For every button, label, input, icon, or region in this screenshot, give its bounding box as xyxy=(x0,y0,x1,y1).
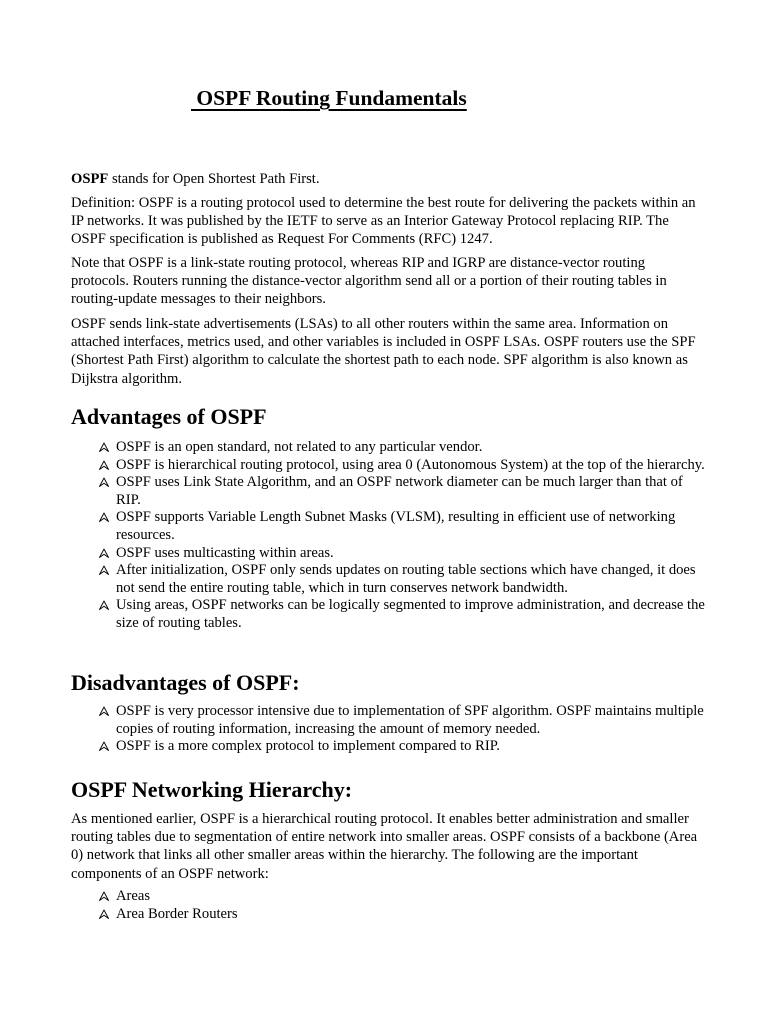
arrowhead-bullet-icon xyxy=(99,706,109,716)
arrowhead-bullet-icon xyxy=(99,600,109,610)
arrowhead-bullet-icon xyxy=(99,565,109,575)
arrowhead-bullet-icon xyxy=(99,477,109,487)
advantage-text: OSPF uses multicasting within areas. xyxy=(116,544,334,561)
list-item xyxy=(99,703,705,738)
list-item xyxy=(99,509,705,544)
list-item xyxy=(99,562,705,597)
list-item xyxy=(99,474,705,509)
component-text: Area Border Routers xyxy=(116,905,238,922)
intro-text: stands for Open Shortest Path First. xyxy=(108,171,320,187)
list-item xyxy=(99,906,705,924)
list-item xyxy=(99,888,705,906)
advantage-text: OSPF uses Link State Algorithm, and an OSPF network diameter can be much larger than that of RIP. xyxy=(116,474,683,508)
advantage-text: OSPF is hierarchical routing protocol, using area 0 (Autonomous System) at the top of the hierarchy. xyxy=(116,456,705,473)
list-item xyxy=(99,439,705,457)
disadvantage-text: OSPF is very processor intensive due to implementation of SPF algorithm. OSPF maintains multiple copies of routing information, increasing the amount of memory needed. xyxy=(116,703,704,737)
advantages-heading: Advantages of OSPF xyxy=(71,404,267,429)
arrowhead-bullet-icon xyxy=(99,741,109,751)
advantages-list xyxy=(99,439,705,633)
disadvantages-heading: Disadvantages of OSPF: xyxy=(71,670,300,695)
advantage-text: After initialization, OSPF only sends updates on routing table sections which have changed, it does not send the entire routing table, which in turn conserves network bandwidth. xyxy=(116,562,696,596)
arrowhead-bullet-icon xyxy=(99,909,109,919)
disadvantage-text: OSPF is a more complex protocol to implement compared to RIP. xyxy=(116,738,500,755)
intro-paragraph xyxy=(71,170,699,188)
components-list xyxy=(99,888,705,923)
component-text: Areas xyxy=(116,888,151,904)
list-item xyxy=(99,738,705,756)
arrowhead-bullet-icon xyxy=(99,442,109,452)
arrowhead-bullet-icon xyxy=(99,512,109,522)
arrowhead-bullet-icon xyxy=(99,460,109,470)
list-item xyxy=(99,545,705,563)
intro-term: OSPF xyxy=(71,171,109,187)
advantage-text: OSPF supports Variable Length Subnet Masks (VLSM), resulting in efficient use of networking resources. xyxy=(116,509,676,543)
disadvantages-list xyxy=(99,703,705,756)
lsa-paragraph: OSPF sends link-state advertisements (LSAs) to all other routers within the same area. Information on attached interfaces, metrics used, and other variables is included in OSPF LSAs. OSPF routers use the SPF (Shortest Path First) algorithm to calculate the shortest path to each node. SPF algorithm is also known as Dijkstra algorithm. xyxy=(71,316,696,387)
link-state-paragraph: Note that OSPF is a link-state routing protocol, whereas RIP and IGRP are distance-vector routing protocols. Routers running the distance-vector algorithm send all or a portion of their routing tables in routing-update messages to their neighbors. xyxy=(71,255,667,308)
definition-paragraph: Definition: OSPF is a routing protocol used to determine the best route for delivering the packets within an IP networks. It was published by the IETF to serve as an Interior Gateway Protocol replacing RIP. The OSPF specification is published as Request For Comments (RFC) 1247. xyxy=(71,195,696,248)
arrowhead-bullet-icon xyxy=(99,891,109,901)
page-title: OSPF Routing Fundamentals xyxy=(191,86,467,110)
arrowhead-bullet-icon xyxy=(99,548,109,558)
hierarchy-paragraph: As mentioned earlier, OSPF is a hierarchical routing protocol. It enables better administration and smaller routing tables due to segmentation of entire network into smaller areas. OSPF consists of a backbone (Area 0) network that links all other smaller areas within the hierarchy. The following are the important components of an OSPF network: xyxy=(71,811,698,882)
list-item xyxy=(99,597,705,632)
advantage-text: OSPF is an open standard, not related to any particular vendor. xyxy=(116,439,483,455)
hierarchy-heading: OSPF Networking Hierarchy: xyxy=(71,777,353,802)
list-item xyxy=(99,457,705,475)
advantage-text: Using areas, OSPF networks can be logically segmented to improve administration, and decrease the size of routing tables. xyxy=(116,597,705,631)
